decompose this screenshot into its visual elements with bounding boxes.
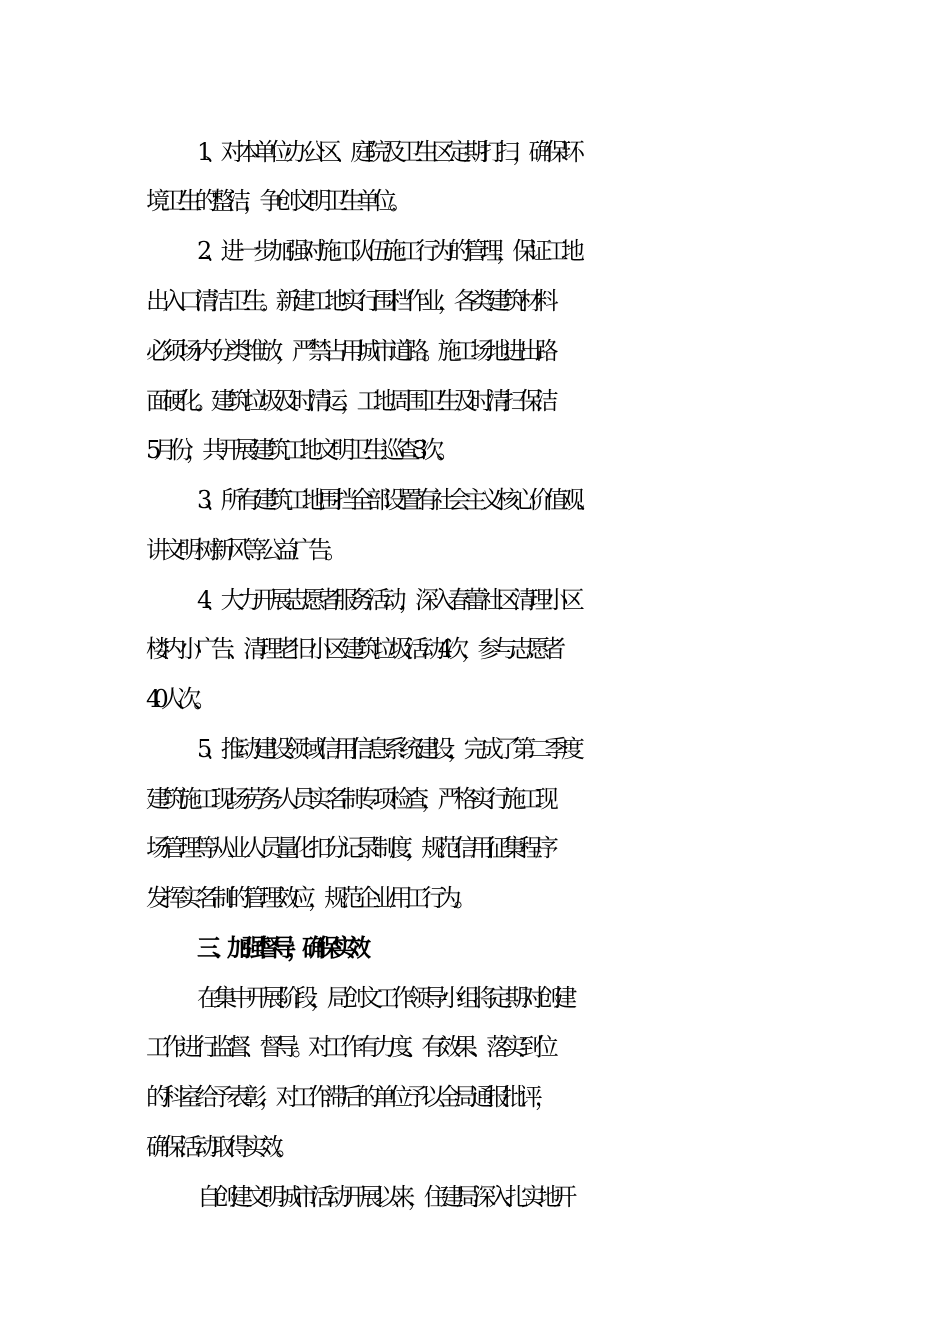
paragraph-2-line-2: 出入口清洁卫生。新建工地实行围档作业，各类建筑材料 [146,287,551,315]
paragraph-4-line-2: 楼内小广告、清理老旧小区建筑垃圾活动4次，参与志愿者 [146,635,559,663]
paragraph-5-line-1: 5、推动建设领域信用信息系统建设，完成了第二季度 [197,735,578,763]
paragraph-5-line-3: 场管理等从业人员量化扣分记录制度，规范信用征集程序 [146,834,551,862]
paragraph-1-line-2: 境卫生的整洁，争创文明卫生单位。 [146,187,406,215]
paragraph-5-line-4: 发挥实名制的管理效应，规范企业用工行为。 [146,884,470,912]
section-heading: 三、加强督导，确保实效 [197,934,362,962]
paragraph-4-line-3: 40人次。 [146,685,210,713]
paragraph-5-line-2: 建筑施工现场劳务人员实名制专项检查，严格实行施工现 [146,785,551,813]
paragraph-1-line-1: 1、对本单位办公区、庭院及卫生区定期打扫，确保环 [197,138,578,166]
paragraph-6-line-3: 的科室给予表彰，对工作滞后的单位予以全局通报批评， [146,1083,551,1111]
paragraph-2-line-5: 5月份，共开展建筑工地文明卫生巡查3次。 [146,436,453,464]
paragraph-2-line-3: 必须场内分类堆放，严禁占用城市道路。施工场地进出路 [146,337,551,365]
paragraph-4-line-1: 4、大力开展志愿者服务活动，深入春蕾社区清理小区 [197,586,578,614]
paragraph-6-line-2: 工作进行监督、督导。对工作有力度、有效果、落实到位 [146,1033,551,1061]
paragraph-7-line-1: 自创建文明城市活动开展以来，住建局深入扎实地开 [197,1183,570,1211]
paragraph-3-line-1: 3、所有建筑工地围挡全部设置有社会主义核心价值观、 [197,486,594,514]
paragraph-6-line-1: 在集中开展阶段，局创文工作领导小组将定期对创建 [197,984,570,1012]
paragraph-2-line-1: 2、进一步加强对施工队伍施工行为的管理，保证工地 [197,237,578,265]
paragraph-3-line-2: 讲文明树新风等公益广告。 [146,536,341,564]
paragraph-2-line-4: 面硬化。建筑垃圾及时清运，工地周围卫生及时清扫保洁 [146,387,551,415]
paragraph-6-line-4: 确保活动取得实效。 [146,1133,292,1161]
